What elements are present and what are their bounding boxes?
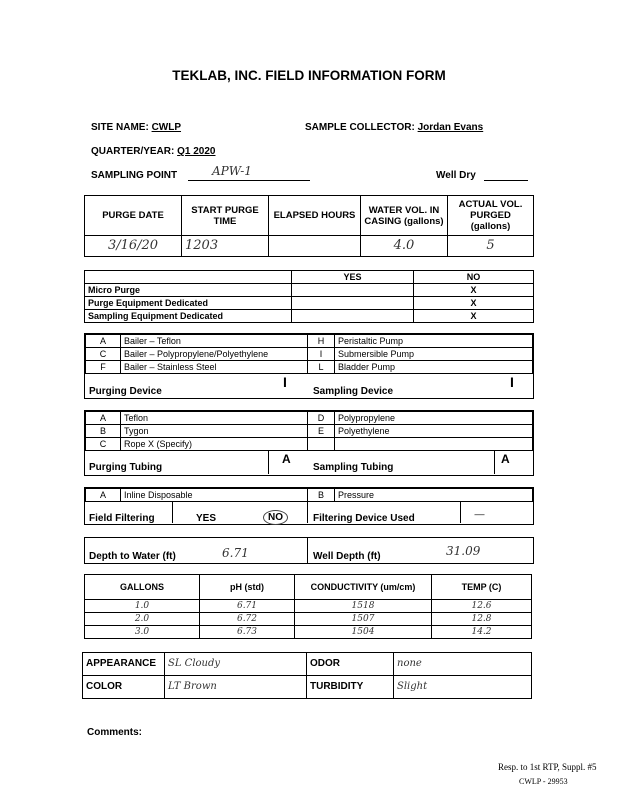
purging-device-label: Purging Device (89, 386, 162, 397)
footer-bates-number: CWLP - 29953 (519, 777, 568, 786)
comments-label: Comments: (87, 727, 143, 738)
color-value: LT Brown (165, 676, 307, 699)
device-code: C (86, 348, 121, 361)
sample-collector-label: SAMPLE COLLECTOR: (305, 122, 415, 133)
ph-header: pH (std) (200, 575, 295, 600)
observations-table (82, 652, 532, 699)
tubing-option: Tygon (121, 425, 308, 438)
readings-cell: 1.0 (85, 600, 200, 613)
well-dry-line (484, 180, 528, 181)
sample-collector-field (305, 122, 483, 133)
water-vol-value: 4.0 (361, 236, 448, 257)
footer-reference: Resp. to 1st RTP, Suppl. #5 (498, 762, 597, 772)
tubing-code: B (86, 425, 121, 438)
tubing-option: Polyethylene (335, 425, 533, 438)
device-option: Bailer – Stainless Steel (121, 361, 308, 374)
device-option: Bailer – Teflon (121, 335, 308, 348)
site-name-field (91, 122, 181, 133)
purge-equipment-yes (292, 297, 414, 310)
readings-cell: 1518 (295, 600, 432, 613)
site-name-label: SITE NAME: (91, 122, 149, 133)
device-code: I (308, 348, 335, 361)
sampling-point-label: SAMPLING POINT (91, 170, 178, 181)
purge-equipment-label: Purge Equipment Dedicated (85, 297, 292, 310)
readings-cell: 3.0 (85, 626, 200, 639)
tubing-option (335, 438, 533, 451)
device-code: A (86, 335, 121, 348)
odor-value: none (394, 653, 532, 676)
field-filtering-yes: YES (196, 513, 217, 524)
temp-header: TEMP (C) (432, 575, 532, 600)
tubing-code: E (308, 425, 335, 438)
elapsed-hours-value (269, 236, 361, 257)
device-option: Submersible Pump (335, 348, 533, 361)
readings-table (84, 574, 532, 639)
device-option: Bailer – Polypropylene/Polyethylene (121, 348, 308, 361)
filtering-device-label: Filtering Device Used (313, 513, 415, 524)
micro-purge-no: X (414, 284, 534, 297)
quarter-year-value: Q1 2020 (177, 146, 216, 157)
readings-cell: 12.6 (432, 600, 532, 613)
sampling-device-label: Sampling Device (313, 386, 394, 397)
purging-tubing-label: Purging Tubing (89, 462, 163, 473)
tubing-code: C (86, 438, 121, 451)
appearance-value: SL Cloudy (165, 653, 307, 676)
readings-cell: 14.2 (432, 626, 532, 639)
filter-option: Pressure (335, 489, 533, 502)
depth-to-water-value: 6.71 (222, 546, 249, 560)
readings-cell: 2.0 (85, 613, 200, 626)
well-depth-value: 31.09 (446, 544, 481, 558)
sampling-point-line (188, 180, 310, 181)
sampling-tubing-value: A (501, 452, 510, 466)
sampling-device-value: I (510, 374, 514, 390)
turbidity-value: Slight (394, 676, 532, 699)
form-title: TEKLAB, INC. FIELD INFORMATION FORM (172, 68, 446, 83)
tubing-code: D (308, 412, 335, 425)
readings-cell: 12.8 (432, 613, 532, 626)
filter-option: Inline Disposable (121, 489, 308, 502)
micro-purge-yes (292, 284, 414, 297)
sample-collector-value: Jordan Evans (417, 122, 484, 133)
sampling-equipment-label: Sampling Equipment Dedicated (85, 310, 292, 323)
quarter-year-label: QUARTER/YEAR: (91, 146, 175, 157)
well-dry-label: Well Dry (436, 170, 476, 181)
field-filtering-no-circled: NO (263, 510, 288, 525)
filtering-device-value: — (474, 508, 485, 521)
sampling-tubing-label: Sampling Tubing (313, 462, 394, 473)
readings-cell: 6.71 (200, 600, 295, 613)
sampling-equipment-yes (292, 310, 414, 323)
field-filtering-label: Field Filtering (89, 513, 155, 524)
tubing-option: Teflon (121, 412, 308, 425)
well-depth-label: Well Depth (ft) (313, 551, 381, 562)
sampling-equipment-no: X (414, 310, 534, 323)
tubing-option: Polypropylene (335, 412, 533, 425)
device-options-table (85, 334, 533, 374)
purge-table (84, 195, 534, 257)
actual-vol-header: ACTUAL VOL. PURGED (gallons) (448, 196, 534, 236)
color-label: COLOR (83, 676, 165, 699)
purging-device-value: I (283, 374, 287, 390)
tubing-code: A (86, 412, 121, 425)
filter-code: B (308, 489, 335, 502)
yes-header: YES (292, 271, 414, 284)
turbidity-label: TURBIDITY (307, 676, 394, 699)
readings-cell: 1504 (295, 626, 432, 639)
odor-label: ODOR (307, 653, 394, 676)
tubing-code (308, 438, 335, 451)
tubing-options-table (85, 411, 533, 451)
gallons-header: GALLONS (85, 575, 200, 600)
readings-cell: 6.72 (200, 613, 295, 626)
device-code: F (86, 361, 121, 374)
micro-purge-label: Micro Purge (85, 284, 292, 297)
elapsed-hours-header: ELAPSED HOURS (269, 196, 361, 236)
start-purge-time-value: 1203 (182, 236, 269, 257)
purge-date-header: PURGE DATE (85, 196, 182, 236)
filter-code: A (86, 489, 121, 502)
purge-date-value: 3/16/20 (85, 236, 182, 257)
device-code: L (308, 361, 335, 374)
water-vol-header: WATER VOL. IN CASING (gallons) (361, 196, 448, 236)
depth-to-water-label: Depth to Water (ft) (89, 551, 176, 562)
conductivity-header: CONDUCTIVITY (um/cm) (295, 575, 432, 600)
yes-no-table (84, 270, 534, 323)
appearance-label: APPEARANCE (83, 653, 165, 676)
site-name-value: CWLP (151, 122, 182, 133)
readings-cell: 1507 (295, 613, 432, 626)
purge-equipment-no: X (414, 297, 534, 310)
sampling-point-value: APW-1 (212, 164, 252, 178)
no-header: NO (414, 271, 534, 284)
purging-tubing-value: A (282, 452, 291, 466)
tubing-option: Rope X (Specify) (121, 438, 308, 451)
filter-options-table (85, 488, 533, 502)
readings-cell: 6.73 (200, 626, 295, 639)
device-option: Bladder Pump (335, 361, 533, 374)
start-purge-time-header: START PURGE TIME (182, 196, 269, 236)
device-option: Peristaltic Pump (335, 335, 533, 348)
device-code: H (308, 335, 335, 348)
actual-vol-value: 5 (448, 236, 534, 257)
quarter-year-field (91, 146, 216, 157)
